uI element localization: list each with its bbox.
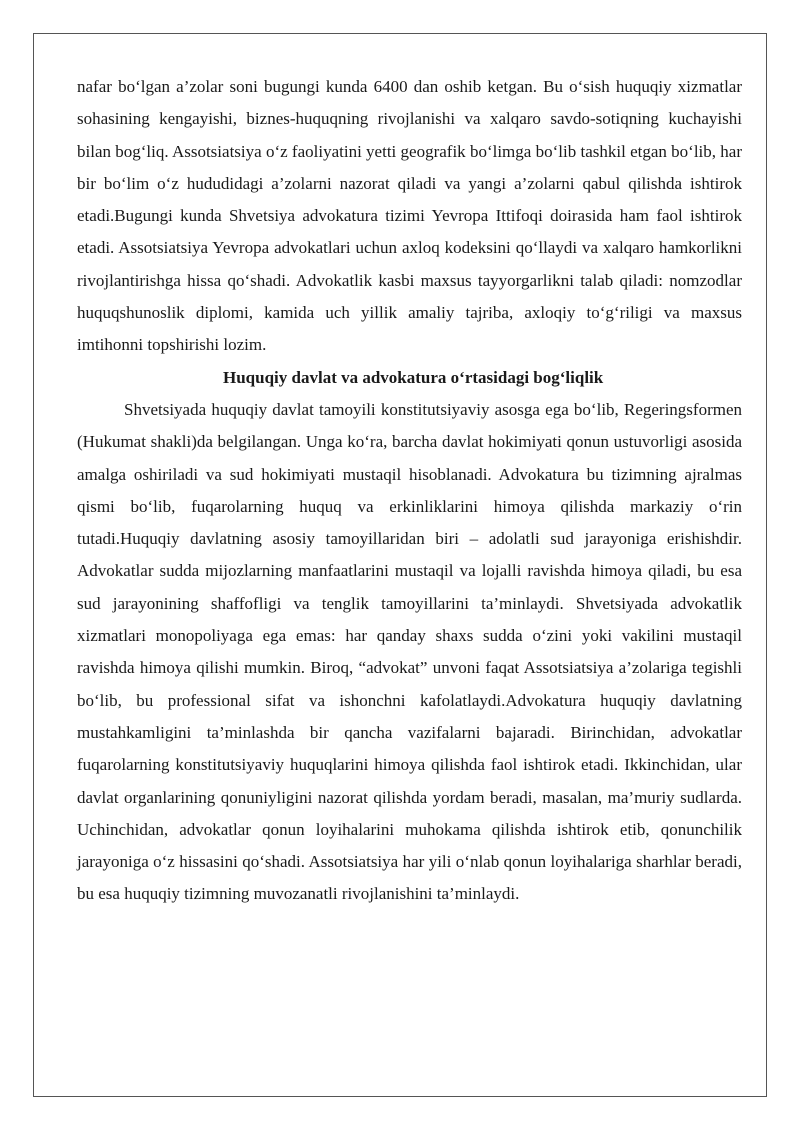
paragraph-rule-of-law: Shvetsiyada huquqiy davlat tamoyili konstitutsiyaviy asosga ega bo‘lib, Regeringsformen (Hukumat shakli)da belgilangan. Unga ko‘ra, barcha davlat hokimiyati qonun ustuvorligi asosida amalga oshiriladi va sud hokimiyati mustaqil hisoblanadi. Advokatura bu tizimning ajralmas qismi bo‘lib, fuqarolarning huquq va erkinliklarini himoya qilishda markaziy o‘rin tutadi.Huquqiy davlatning asosiy tamoyillaridan biri – adolatli sud jarayoniga erishishdir. Advokatlar sudda mijozlarning manfaatlarini mustaqil va lojalli ravishda himoya qiladi, bu esa sud jarayonining shaffofligi va tenglik tamoyillarini ta’minlaydi. Shvetsiyada advokatlik xizmatlari monopoliyaga ega emas: har qanday shaxs sudda o‘zini yoki vakilini mustaqil ravishda himoya qilishi mumkin. Biroq, “advokat” unvoni faqat Assotsiatsiya a’zolariga tegishli bo‘lib, bu professional sifat va ishonchni kafolatlaydi.Advokatura huquqiy davlatning mustahkamligini ta’minlashda bir qancha vazifalarni bajaradi. Birinchidan, advokatlar fuqarolarning konstitutsiyaviy huquqlarini himoya qilishda faol ishtirok etadi. Ikkinchidan, ular davlat organlarining qonuniyligini nazorat qilishda yordam beradi, masalan, ma’muriy sudlarda. Uchinchidan, advokatlar qonun loyihalarini muhokama qilishda ishtirok etib, qonunchilik jarayoniga o‘z hissasini qo‘shadi. Assotsiatsiya har yili o‘nlab qonun loyihalariga sharhlar beradi, bu esa huquqiy tizimning muvozanatli rivojlanishini ta’minlaydi. bbox=[77, 399, 742, 904]
paragraph-continued: nafar bo‘lgan a’zolar soni bugungi kunda 6400 dan oshib ketgan. Bu o‘sish huquqiy xizmatlar sohasining kengayishi, biznes-huquqning rivojlanishi va xalqaro savdo-sotiqning kuchayishi bilan bog‘liq. Assotsiatsiya o‘z faoliyatini yetti geografik bo‘limga bo‘lib tashkil etgan bo‘lib, har bir bo‘lim o‘z hududidagi a’zolarni nazorat qiladi va yangi a’zolarni qabul qilishda ishtirok etadi.Bugungi kunda Shvetsiya advokatura tizimi Yevropa Ittifoqi doirasida ham faol ishtirok etadi. Assotsiatsiya Yevropa advokatlari uchun axloq kodeksini qo‘llaydi va xalqaro hamkorlikni rivojlantirishga hissa qo‘shadi. Advokatlik kasbi maxsus tayyorgarlikni talab qiladi: nomzodlar huquqshunoslik diplomi, kamida uch yillik amaliy tajriba, axloqiy to‘g‘riligi va maxsus imtihonni topshirishi lozim. bbox=[77, 77, 742, 355]
document-body bbox=[77, 71, 742, 911]
section-heading: Huquqiy davlat va advokatura o‘rtasidagi bog‘liqlik bbox=[223, 367, 604, 387]
